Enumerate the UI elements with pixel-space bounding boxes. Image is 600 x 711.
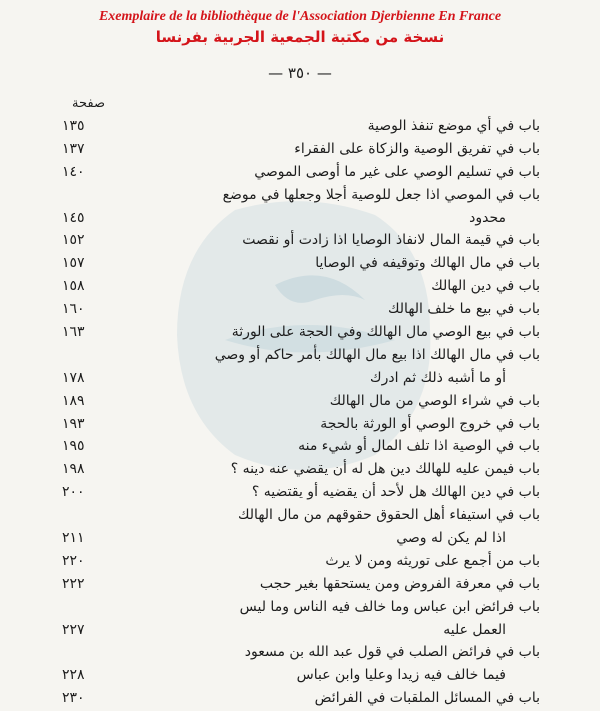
toc-entry [60, 597, 540, 620]
toc-entry [60, 276, 540, 299]
toc-entry-title: باب في استيفاء أهل الحقوق حقوقهم من مال الهالك [237, 507, 540, 524]
toc-entry-page: ١٩٨ [62, 461, 85, 478]
toc-entry-title: باب في دين الهالك [431, 278, 540, 295]
toc-entry [60, 482, 540, 505]
toc-entry [60, 436, 540, 459]
toc-entry-title: باب من أجمع على توريثه ومن لا يرث [325, 552, 540, 569]
toc-entry-title: باب في معرفة الفروض ومن يستحقها بغير حجب [259, 575, 540, 592]
toc-entry-title: باب في الوصية اذا تلف المال أو شيء منه [298, 438, 540, 455]
toc-entry [60, 665, 540, 688]
toc-entry [60, 162, 540, 185]
toc-entry-title: اذا لم يكن له وصي [396, 530, 506, 547]
toc-entry-title: باب في تفريق الوصية والزكاة على الفقراء [294, 140, 540, 157]
toc-entry [60, 459, 540, 482]
toc-entry-title: باب في بيع ما خلف الهالك [387, 301, 540, 318]
toc-entry [60, 116, 540, 139]
toc-entry-title: باب في دين الهالك هل لأحد أن يقضيه أو يقتضيه ؟ [251, 484, 540, 501]
toc-entry-page: ٢٠٠ [62, 484, 85, 501]
header-arabic: نسخة من مكتبة الجمعية الجربية بفرنسا [155, 28, 445, 46]
toc-entry-page: ٢٢٠ [62, 552, 85, 569]
toc-entry-page: ١٤٥ [62, 209, 85, 226]
toc-entry [60, 185, 540, 208]
toc-entry-title: باب فرائض ابن عباس وما خالف فيه الناس وما ليس [239, 598, 540, 615]
toc-entry-title: باب في المسائل الملقبات في الفرائض [314, 690, 540, 707]
toc-entry [60, 551, 540, 574]
toc-entry-title: باب في قيمة المال لانفاذ الوصايا اذا زادت أو نقصت [242, 232, 540, 249]
toc-entry [60, 139, 540, 162]
toc-entry-page: ١٣٥ [62, 118, 85, 134]
toc-entry [60, 345, 540, 368]
toc-entry-title: باب في شراء الوصي من مال الهالك [329, 392, 540, 409]
toc-entry-page: ٢٢٧ [62, 621, 85, 638]
page-number: — ٣٥٠ — [268, 64, 332, 82]
toc-entry-page: ١٨٩ [62, 392, 85, 409]
toc-entry-page: ١٥٨ [62, 278, 85, 295]
toc-entry-title: باب فيمن عليه للهالك دين هل له أن يقضي عنه دينه ؟ [230, 461, 540, 478]
toc-entry [60, 208, 540, 231]
toc-entry-title: محدود [469, 209, 506, 226]
toc-entry-title: العمل عليه [443, 621, 506, 638]
toc-entry-title: باب في تسليم الوصي على غير ما أوصى الموصي [254, 163, 540, 180]
toc-entry-page: ٢١١ [62, 530, 85, 547]
toc-entry [60, 322, 540, 345]
toc-entry-title: باب في فرائض الصلب في قول عبد الله بن مسعود [244, 644, 540, 661]
toc-entry [60, 528, 540, 551]
toc-entry-page: ١٤٠ [62, 163, 85, 180]
toc-entry-title: باب في بيع الوصي مال الهالك وفي الحجة على الورثة [231, 324, 540, 341]
table-of-contents [60, 116, 540, 711]
toc-entry [60, 230, 540, 253]
toc-entry [60, 642, 540, 665]
toc-entry [60, 391, 540, 414]
toc-entry-title: باب في مال الهالك وتوقيفه في الوصايا [315, 255, 540, 272]
toc-entry-page: ١٥٧ [62, 255, 85, 272]
toc-entry-page: ١٩٣ [62, 415, 85, 432]
toc-entry [60, 368, 540, 391]
toc-entry [60, 620, 540, 643]
toc-entry-page: ١٣٧ [62, 140, 85, 157]
toc-entry [60, 299, 540, 322]
toc-entry-title: باب في مال الهالك اذا بيع مال الهالك بأمر حاكم أو وصي [214, 346, 540, 363]
header-latin: Exemplaire de la bibliothèque de l'Association Djerbienne En France [98, 9, 502, 24]
toc-entry-page: ١٦٣ [62, 324, 85, 341]
toc-entry-page: ٢٢٢ [62, 575, 85, 592]
toc-entry [60, 414, 540, 437]
toc-entry-page: ١٩٥ [62, 438, 85, 455]
toc-entry-page: ١٧٨ [62, 369, 85, 386]
toc-entry-title: فيما خالف فيه زيدا وعليا وابن عباس [296, 667, 506, 684]
toc-entry [60, 253, 540, 276]
toc-entry-title: باب في أي موضع تنفذ الوصية [367, 118, 540, 134]
toc-entry-title: أو ما أشبه ذلك ثم ادرك [370, 369, 506, 386]
toc-entry-page: ٢٢٨ [62, 667, 85, 684]
toc-entry-title: باب في الموصي اذا جعل للوصية أجلا وجعلها في موضع [222, 186, 540, 203]
toc-entry-page: ١٦٠ [62, 301, 85, 318]
page-column-header: صفحة [72, 96, 105, 111]
toc-entry-title: باب في خروج الوصي أو الورثة بالحجة [320, 415, 540, 432]
toc-entry [60, 505, 540, 528]
toc-entry-page: ٢٣٠ [62, 690, 85, 707]
toc-entry [60, 574, 540, 597]
toc-entry-page: ١٥٢ [62, 232, 85, 249]
